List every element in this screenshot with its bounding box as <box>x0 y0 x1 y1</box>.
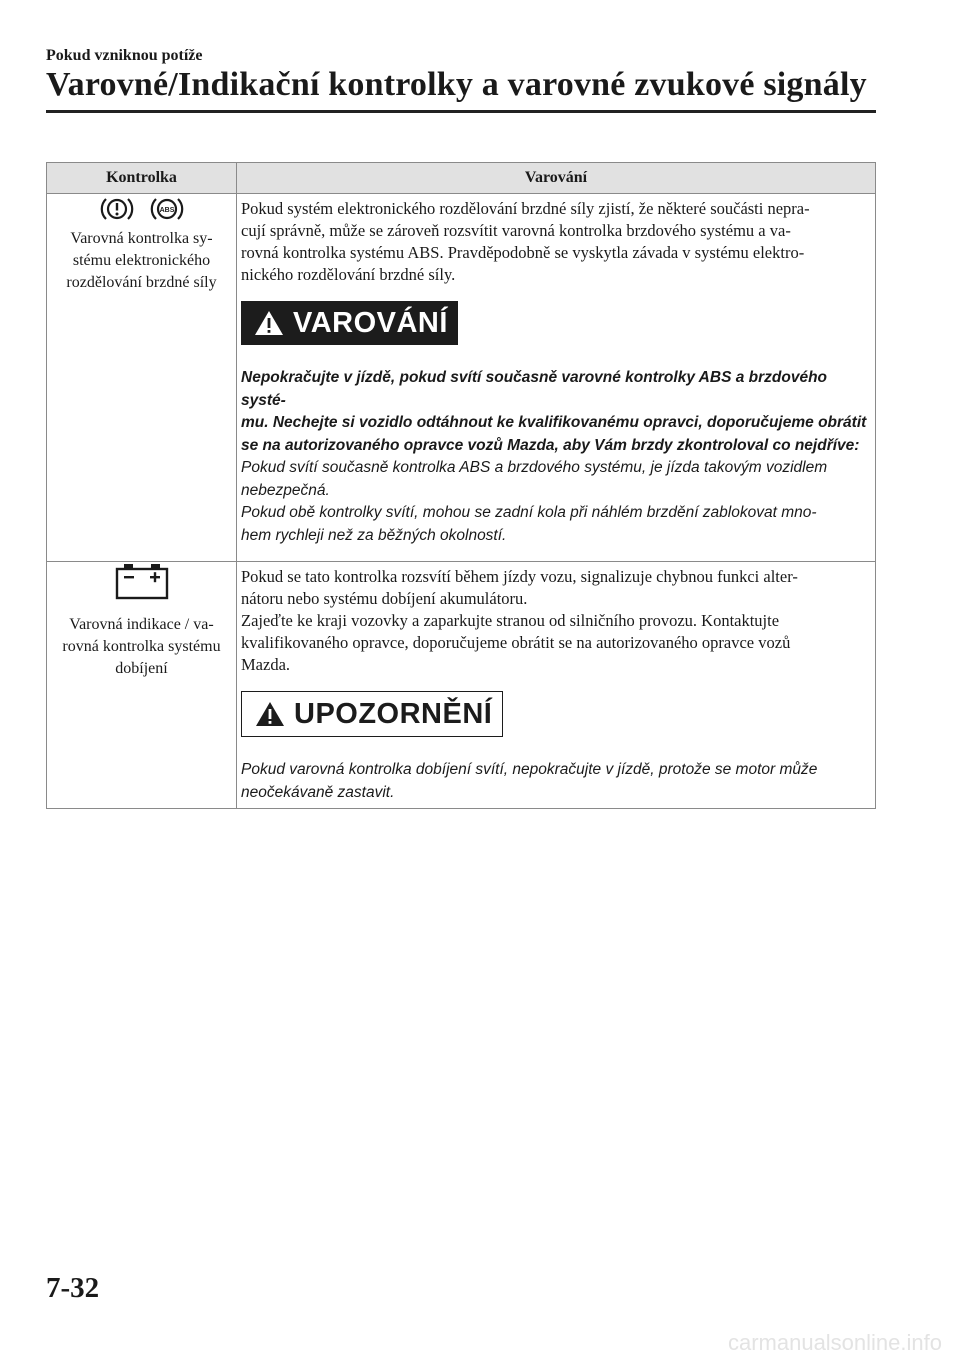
icon-group <box>49 194 234 224</box>
light-cell <box>47 194 237 562</box>
warning-triangle-icon <box>253 309 285 337</box>
column-header-light: Kontrolka <box>47 163 237 194</box>
page-title: Varovné/Indikační kontrolky a varovné zvukové signály <box>46 66 867 103</box>
table-row <box>47 562 876 809</box>
section-label: Pokud vzniknou potíže <box>46 47 203 64</box>
watermark: carmanualsonline.info <box>727 1330 942 1355</box>
svg-text:ABS: ABS <box>159 206 174 214</box>
column-header-warning: Varování <box>237 163 876 194</box>
warning-italic-text: Pokud obě kontrolky svítí, mohou se zadní kola při náhlém brzdění zablokovat mno- hem rychleji než za běžných okolností. <box>241 504 817 544</box>
table-header-row <box>47 163 876 194</box>
warning-cell <box>237 562 876 809</box>
heading-divider <box>46 110 876 113</box>
light-label: Varovná kontrolka sy- stému elektronického rozdělování brzdné síly <box>66 230 217 291</box>
abs-warning-icon <box>150 194 184 224</box>
light-cell <box>47 562 237 809</box>
page-number: 7-32 <box>46 1272 100 1304</box>
battery-charging-icon <box>114 562 170 600</box>
caution-badge <box>241 691 503 737</box>
description-text: Pokud systém elektronického rozdělování brzdné síly zjistí, že některé součásti nepra- cují správně, může se zároveň rozsvítit varovná kontrolka brzdového systému a va- rovná kontrolka systému ABS. Pravděpodobně se vyskytla závada v systému elektro- nického rozdělování brzdné síly. <box>241 199 810 284</box>
warning-badge-label: VAROVÁNÍ <box>293 307 448 339</box>
warning-badge <box>241 301 458 345</box>
caution-italic-text: Pokud varovná kontrolka dobíjení svítí, nepokračujte v jízdě, protože se motor může neočekávaně zastavit. <box>241 761 818 801</box>
warning-cell <box>237 194 876 562</box>
brake-warning-icon <box>100 194 134 224</box>
caution-badge-label: UPOZORNĚNÍ <box>294 698 493 730</box>
warning-italic-text: Pokud svítí současně kontrolka ABS a brzdového systému, je jízda takovým vozidlem nebezpečná. <box>241 459 828 499</box>
table-row <box>47 194 876 562</box>
warning-lights-table <box>46 162 876 809</box>
icon-group <box>49 562 234 600</box>
warning-triangle-icon <box>254 700 286 728</box>
description-text: Pokud se tato kontrolka rozsvítí během jízdy vozu, signalizuje chybnou funkci alter- nátoru nebo systému dobíjení akumulátoru. Zajeďte ke kraji vozovky a zaparkujte stranou od silničního provozu. Kontaktujte kvalifikovaného opravce, doporučujeme obrátit se na autorizovaného opravce vozů Mazda. <box>241 567 798 674</box>
light-label: Varovná indikace / va- rovná kontrolka systému dobíjení <box>62 616 221 677</box>
warning-bold-text: Nepokračujte v jízdě, pokud svítí současně varovné kontrolky ABS a brzdového systé- mu. Nechejte si vozidlo odtáhnout ke kvalifikovanému opravci, doporučujeme obrátit se na autorizovaného opravce vozů Mazda, aby Vám brzdy zkontroloval co nejdříve: <box>241 369 867 454</box>
